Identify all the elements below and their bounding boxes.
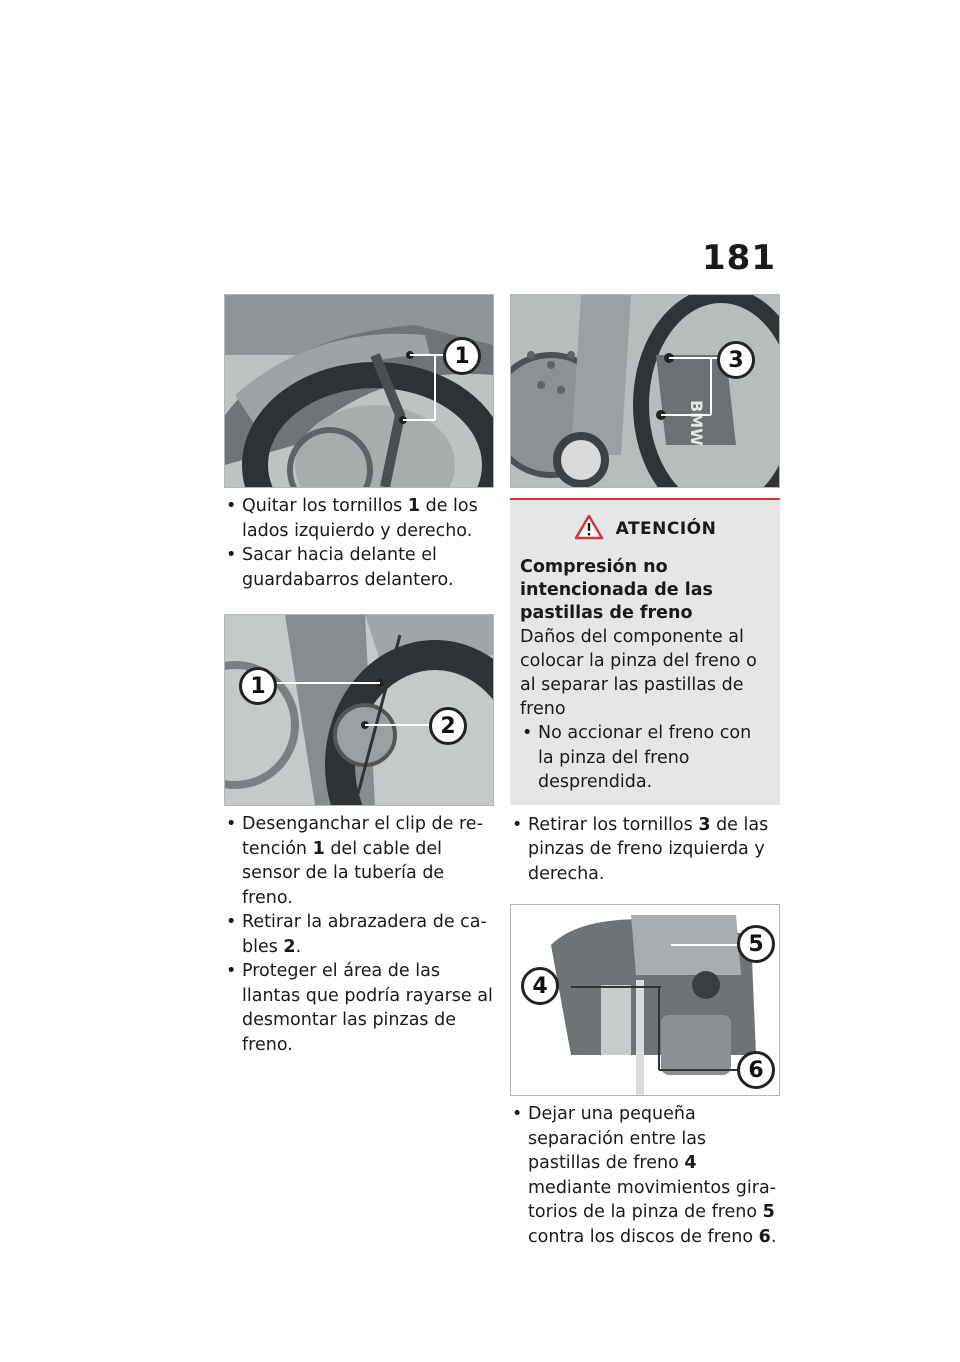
steps-list-3: [510, 813, 780, 887]
step-item: • Quitar los tornillos 1 de los lados izquierdo y derecho.: [224, 494, 494, 543]
callout-6: 6: [737, 1051, 775, 1089]
page-number: 181: [702, 238, 776, 278]
step-item: • Retirar la abrazadera de cables 2.: [224, 910, 494, 959]
warning-text: Daños del componente al colocar la pinza del freno o al separar las pastillas de freno: [520, 627, 757, 719]
warning-header: [520, 514, 770, 544]
warning-triangle-icon: [574, 514, 604, 544]
step-item: • Sacar hacia delante el guardabarros delantero.: [224, 543, 494, 592]
steps-list-2: [224, 812, 494, 1057]
step-item: • No accionar el freno con la pinza del freno desprendida.: [520, 721, 770, 795]
brake-caliper-photo: [511, 295, 779, 487]
step-item: • Proteger el área de las llantas que podría rayarse al desmontar las pinzas de freno.: [224, 959, 494, 1057]
figure-sensor-cable: [224, 614, 494, 806]
fender-photo: [225, 295, 493, 487]
warning-subject: Compresión no intencionada de las pastillas de freno: [520, 557, 713, 623]
figure-front-fender: [224, 294, 494, 488]
steps-list-1: [224, 494, 494, 592]
figure-brake-pads: [510, 904, 780, 1096]
warning-title: ATENCIÓN: [615, 519, 717, 539]
callout-2: 2: [429, 707, 467, 745]
caliper-brand-text: BMW: [687, 400, 706, 446]
warning-steps: [520, 721, 770, 795]
callout-1: 1: [239, 667, 277, 705]
right-column: [510, 294, 780, 1249]
step-item: • Retirar los tornillos 3 de las pinzas de freno izquierda y derecha.: [510, 813, 780, 887]
left-column: [224, 294, 494, 1057]
step-item: • Desenganchar el clip de retención 1 del cable del sensor de la tubería de freno.: [224, 812, 494, 910]
callout-5: 5: [737, 925, 775, 963]
warning-box: [510, 498, 780, 805]
figure-brake-caliper: [510, 294, 780, 488]
callout-1: 1: [443, 337, 481, 375]
step-item: • Dejar una pequeña separación entre las pastillas de freno 4 mediante movimientos giratorios de la pinza de freno 5 contra los discos de freno 6.: [510, 1102, 780, 1249]
callout-4: 4: [521, 967, 559, 1005]
steps-list-4: [510, 1102, 780, 1249]
callout-3: 3: [717, 341, 755, 379]
